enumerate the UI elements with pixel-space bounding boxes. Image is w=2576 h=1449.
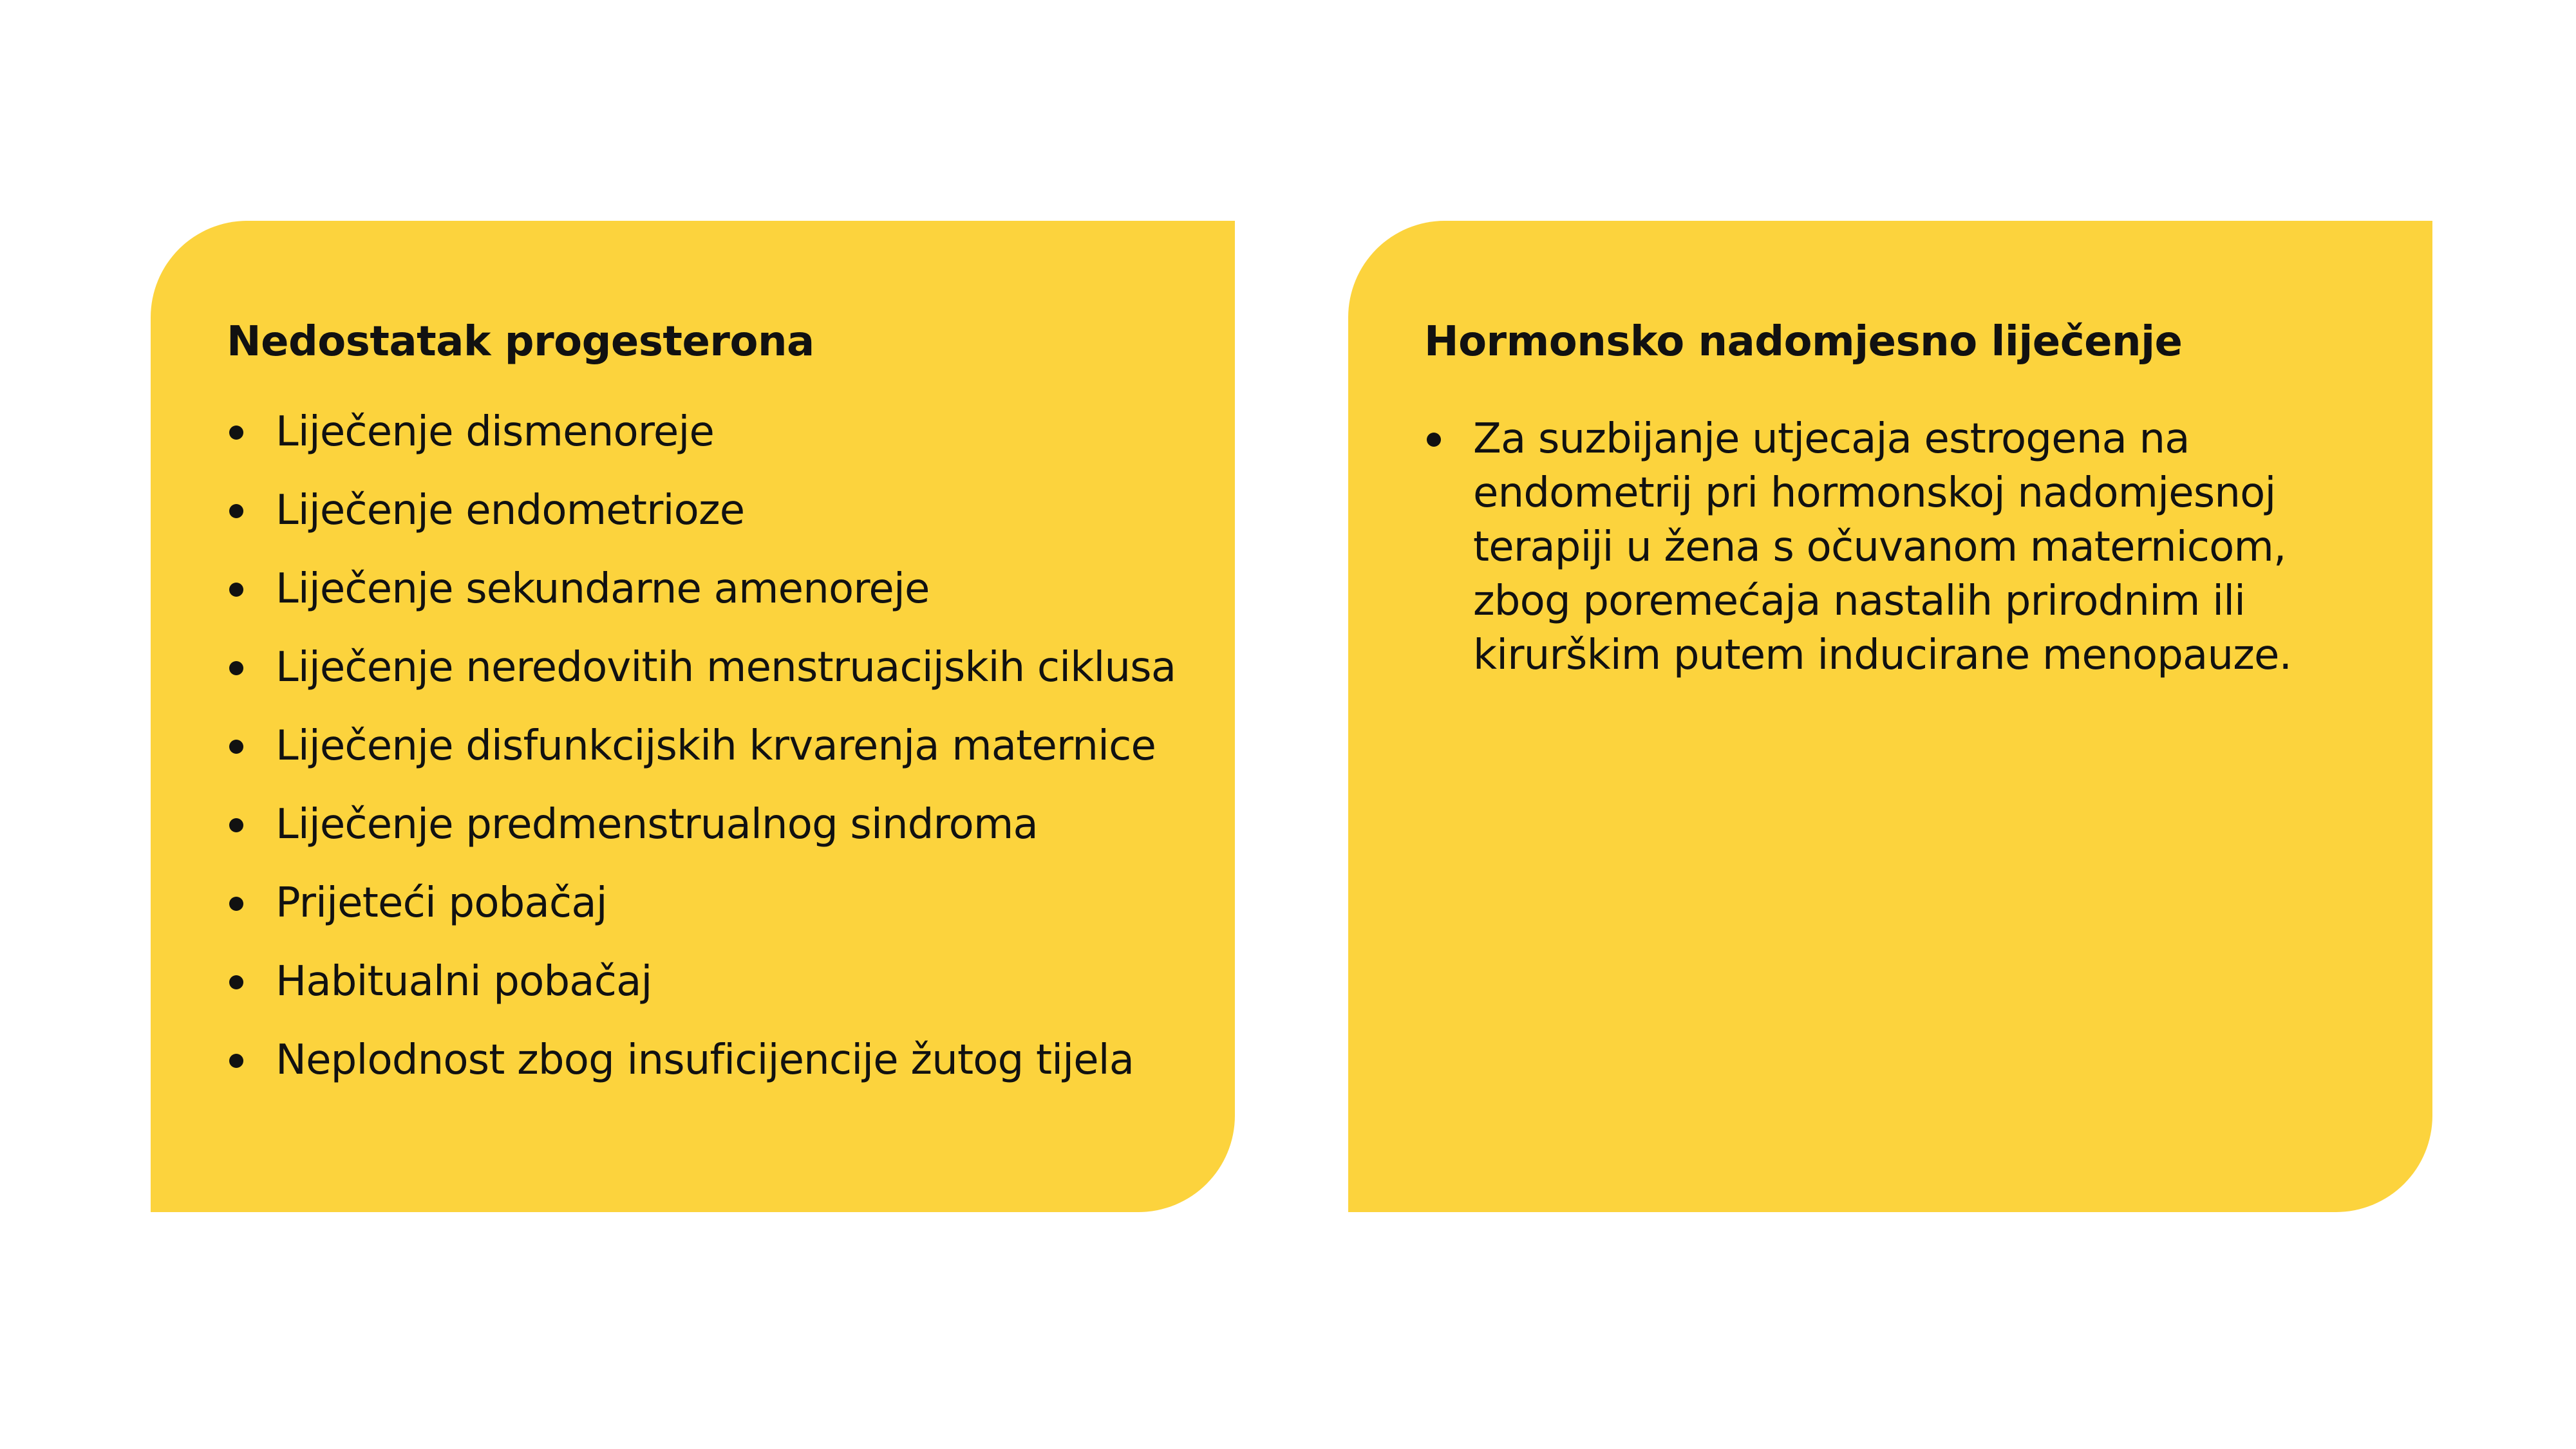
list-item: Liječenje neredovitih menstruacijskih ciklusa — [227, 628, 1177, 707]
list-item: Liječenje sekundarne amenoreje — [227, 550, 1177, 628]
list-item: Habitualni pobačaj — [227, 942, 1177, 1021]
progesterone-deficiency-card — [151, 221, 1235, 1212]
list-item: Neplodnost zbog insuficijencije žutog tijela — [227, 1021, 1177, 1099]
indication-list — [1424, 412, 2374, 682]
card-title: Hormonsko nadomjesno liječenje — [1424, 318, 2183, 366]
list-item: Za suzbijanje utjecaja estrogena na endometrij pri hormonskoj nadomjesnoj terapiji u žena s očuvanom maternicom, zbog poremećaja nastalih prirodnim ili kirurškim putem inducirane menopauze. — [1424, 412, 2374, 682]
list-item: Liječenje disfunkcijskih krvarenja maternice — [227, 707, 1177, 785]
hormone-replacement-card — [1348, 221, 2432, 1212]
list-item: Liječenje dismenoreje — [227, 393, 1177, 471]
list-item: Prijeteći pobačaj — [227, 864, 1177, 942]
indication-list — [227, 393, 1177, 1099]
list-item: Liječenje endometrioze — [227, 471, 1177, 550]
card-title: Nedostatak progesterona — [227, 318, 814, 366]
list-item: Liječenje predmenstrualnog sindroma — [227, 785, 1177, 864]
